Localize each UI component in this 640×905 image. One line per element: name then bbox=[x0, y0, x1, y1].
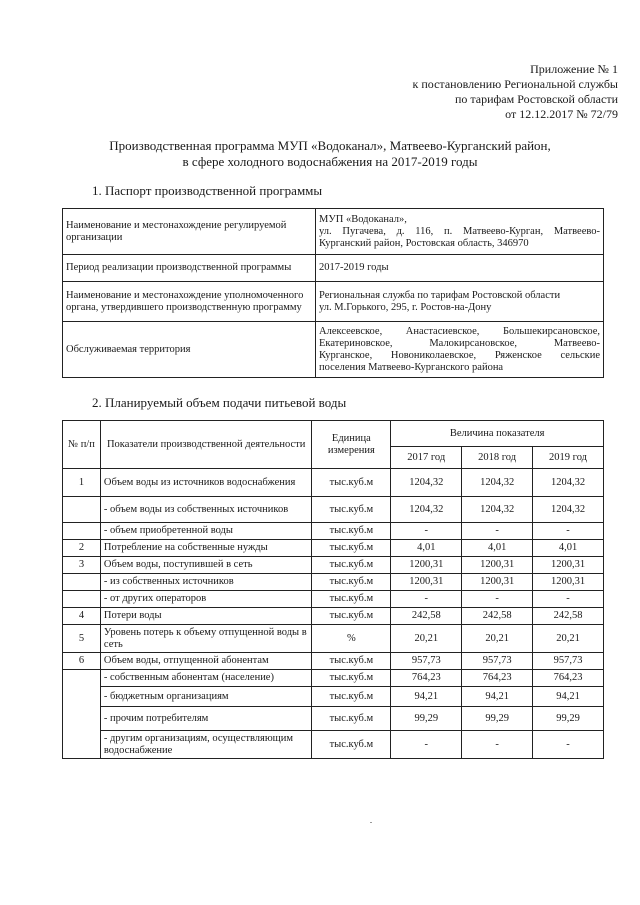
passport-value-line: поселения Матвеево-Курганского района bbox=[319, 361, 504, 373]
row-indicator: - другим организациям, осуществляющим водоснабжение bbox=[100, 731, 312, 759]
document-title bbox=[60, 138, 600, 170]
row-value: 20,21 bbox=[391, 625, 462, 653]
appendix-line: по тарифам Ростовской области bbox=[454, 92, 618, 106]
title-line: Производственная программа МУП «Водоканал», Матвеево-Курганский район, bbox=[109, 138, 551, 153]
row-num: 6 bbox=[63, 653, 101, 670]
row-value: 1204,32 bbox=[462, 469, 533, 497]
row-value: 957,73 bbox=[391, 653, 462, 670]
row-value: 1204,32 bbox=[462, 497, 533, 523]
passport-label: Наименование и местонахождение уполномоченного органа, утвердившего производственную программу bbox=[63, 282, 316, 322]
row-value: 764,23 bbox=[462, 670, 533, 687]
table-row bbox=[63, 608, 604, 625]
row-unit: % bbox=[312, 625, 391, 653]
passport-label: Период реализации производственной программы bbox=[63, 255, 316, 282]
row-indicator: - из собственных источников bbox=[100, 574, 312, 591]
passport-value-line: Екатериновское, Малокирсановское, Матвеево- bbox=[319, 337, 600, 349]
row-num bbox=[63, 497, 101, 523]
appendix-line: к постановлению Региональной службы bbox=[412, 77, 618, 91]
passport-value-line: Алексеевское, Анастасиевское, Большекирсановское, bbox=[319, 325, 600, 337]
row-num: 2 bbox=[63, 540, 101, 557]
row-value: 94,21 bbox=[462, 687, 533, 707]
row-value: 4,01 bbox=[533, 540, 604, 557]
passport-value bbox=[316, 209, 604, 255]
row-unit: тыс.куб.м bbox=[312, 608, 391, 625]
passport-label: Обслуживаемая территория bbox=[63, 322, 316, 378]
table-row bbox=[63, 574, 604, 591]
table-row bbox=[63, 625, 604, 653]
plan-table bbox=[62, 420, 604, 759]
table-row bbox=[63, 469, 604, 497]
row-value: 20,21 bbox=[462, 625, 533, 653]
header-value-group: Величина показателя bbox=[391, 421, 604, 447]
row-value: 242,58 bbox=[462, 608, 533, 625]
row-value: 94,21 bbox=[391, 687, 462, 707]
row-unit: тыс.куб.м bbox=[312, 731, 391, 759]
row-unit: тыс.куб.м bbox=[312, 687, 391, 707]
plan-header-row bbox=[63, 421, 604, 447]
table-row bbox=[63, 731, 604, 759]
row-value: - bbox=[462, 731, 533, 759]
table-row bbox=[63, 497, 604, 523]
passport-value-line: Курганское, Новониколаевское, Ряженское сельские bbox=[319, 349, 600, 361]
row-indicator: Уровень потерь к объему отпущенной воды в сеть bbox=[100, 625, 312, 653]
row-value: 764,23 bbox=[533, 670, 604, 687]
passport-value-line: Региональная служба по тарифам Ростовской области bbox=[319, 289, 561, 301]
table-row bbox=[63, 687, 604, 707]
table-row bbox=[63, 540, 604, 557]
passport-value bbox=[316, 282, 604, 322]
row-value: - bbox=[391, 731, 462, 759]
row-indicator: Потери воды bbox=[100, 608, 312, 625]
appendix-line: от 12.12.2017 № 72/79 bbox=[505, 107, 618, 121]
header-indicator: Показатели производственной деятельности bbox=[100, 421, 312, 469]
row-value: 1200,31 bbox=[462, 557, 533, 574]
row-value: - bbox=[533, 731, 604, 759]
row-value: 957,73 bbox=[533, 653, 604, 670]
row-value: 4,01 bbox=[391, 540, 462, 557]
row-indicator: Объем воды, отпущенной абонентам bbox=[100, 653, 312, 670]
row-indicator: Потребление на собственные нужды bbox=[100, 540, 312, 557]
row-value: 1200,31 bbox=[391, 557, 462, 574]
row-value: 957,73 bbox=[462, 653, 533, 670]
row-value: 1200,31 bbox=[533, 557, 604, 574]
row-value: 242,58 bbox=[533, 608, 604, 625]
table-row bbox=[63, 707, 604, 731]
row-num: 5 bbox=[63, 625, 101, 653]
row-unit: тыс.куб.м bbox=[312, 540, 391, 557]
table-row bbox=[63, 653, 604, 670]
row-indicator: - от других операторов bbox=[100, 591, 312, 608]
row-unit: тыс.куб.м bbox=[312, 591, 391, 608]
row-unit: тыс.куб.м bbox=[312, 557, 391, 574]
passport-label: Наименование и местонахождение регулируемой организации bbox=[63, 209, 316, 255]
passport-row bbox=[63, 322, 604, 378]
row-value: 764,23 bbox=[391, 670, 462, 687]
row-value: 242,58 bbox=[391, 608, 462, 625]
row-value: 1200,31 bbox=[533, 574, 604, 591]
header-year: 2017 год bbox=[391, 447, 462, 469]
row-value: 99,29 bbox=[462, 707, 533, 731]
section-heading-plan: 2. Планируемый объем подачи питьевой воды bbox=[92, 395, 347, 410]
row-unit: тыс.куб.м bbox=[312, 523, 391, 540]
row-value: - bbox=[462, 523, 533, 540]
row-unit: тыс.куб.м bbox=[312, 574, 391, 591]
title-line: в сфере холодного водоснабжения на 2017-2019 годы bbox=[182, 154, 478, 169]
appendix-block bbox=[338, 62, 618, 122]
row-value: 1204,32 bbox=[391, 497, 462, 523]
passport-row bbox=[63, 282, 604, 322]
page-speck bbox=[370, 822, 372, 823]
row-unit: тыс.куб.м bbox=[312, 653, 391, 670]
passport-row bbox=[63, 255, 604, 282]
row-value: 99,29 bbox=[391, 707, 462, 731]
section-heading-passport: 1. Паспорт производственной программы bbox=[92, 183, 323, 198]
row-indicator: - бюджетным организациям bbox=[100, 687, 312, 707]
header-num: № п/п bbox=[63, 421, 101, 469]
row-unit: тыс.куб.м bbox=[312, 670, 391, 687]
row-num bbox=[63, 591, 101, 608]
passport-value-line: ул. Пугачева, д. 116, п. Матвеево-Курган, Матвеево- bbox=[319, 225, 600, 237]
passport-value-line: МУП «Водоканал», bbox=[319, 213, 407, 225]
row-unit: тыс.куб.м bbox=[312, 707, 391, 731]
row-num bbox=[63, 574, 101, 591]
row-value: 1200,31 bbox=[391, 574, 462, 591]
row-value: 1200,31 bbox=[462, 574, 533, 591]
row-value: - bbox=[533, 591, 604, 608]
row-value: 1204,32 bbox=[391, 469, 462, 497]
passport-row bbox=[63, 209, 604, 255]
row-indicator: - прочим потребителям bbox=[100, 707, 312, 731]
passport-value-line: Курганский район, Ростовская область, 346970 bbox=[319, 237, 529, 249]
passport-value-line: 2017-2019 годы bbox=[319, 262, 389, 273]
row-value: 1204,32 bbox=[533, 497, 604, 523]
table-row bbox=[63, 591, 604, 608]
row-value: - bbox=[391, 591, 462, 608]
row-indicator: - собственным абонентам (население) bbox=[100, 670, 312, 687]
row-num: 4 bbox=[63, 608, 101, 625]
row-num bbox=[63, 670, 101, 759]
row-value: 94,21 bbox=[533, 687, 604, 707]
passport-value-line: ул. М.Горького, 295, г. Ростов-на-Дону bbox=[319, 301, 492, 313]
row-unit: тыс.куб.м bbox=[312, 469, 391, 497]
row-num: 3 bbox=[63, 557, 101, 574]
row-value: - bbox=[391, 523, 462, 540]
table-row bbox=[63, 523, 604, 540]
row-value: - bbox=[462, 591, 533, 608]
row-indicator: - объем воды из собственных источников bbox=[100, 497, 312, 523]
row-num: 1 bbox=[63, 469, 101, 497]
row-value: 1204,32 bbox=[533, 469, 604, 497]
passport-value bbox=[316, 322, 604, 378]
row-num bbox=[63, 523, 101, 540]
passport-table bbox=[62, 208, 604, 378]
row-indicator: Объем воды из источников водоснабжения bbox=[100, 469, 312, 497]
passport-value bbox=[316, 255, 604, 282]
header-year: 2019 год bbox=[533, 447, 604, 469]
header-unit: Единица измерения bbox=[312, 421, 391, 469]
table-row bbox=[63, 557, 604, 574]
row-value: 4,01 bbox=[462, 540, 533, 557]
header-year: 2018 год bbox=[462, 447, 533, 469]
row-value: 20,21 bbox=[533, 625, 604, 653]
row-value: 99,29 bbox=[533, 707, 604, 731]
row-value: - bbox=[533, 523, 604, 540]
row-indicator: Объем воды, поступившей в сеть bbox=[100, 557, 312, 574]
row-unit: тыс.куб.м bbox=[312, 497, 391, 523]
row-indicator: - объем приобретенной воды bbox=[100, 523, 312, 540]
appendix-line: Приложение № 1 bbox=[530, 62, 618, 76]
table-row bbox=[63, 670, 604, 687]
